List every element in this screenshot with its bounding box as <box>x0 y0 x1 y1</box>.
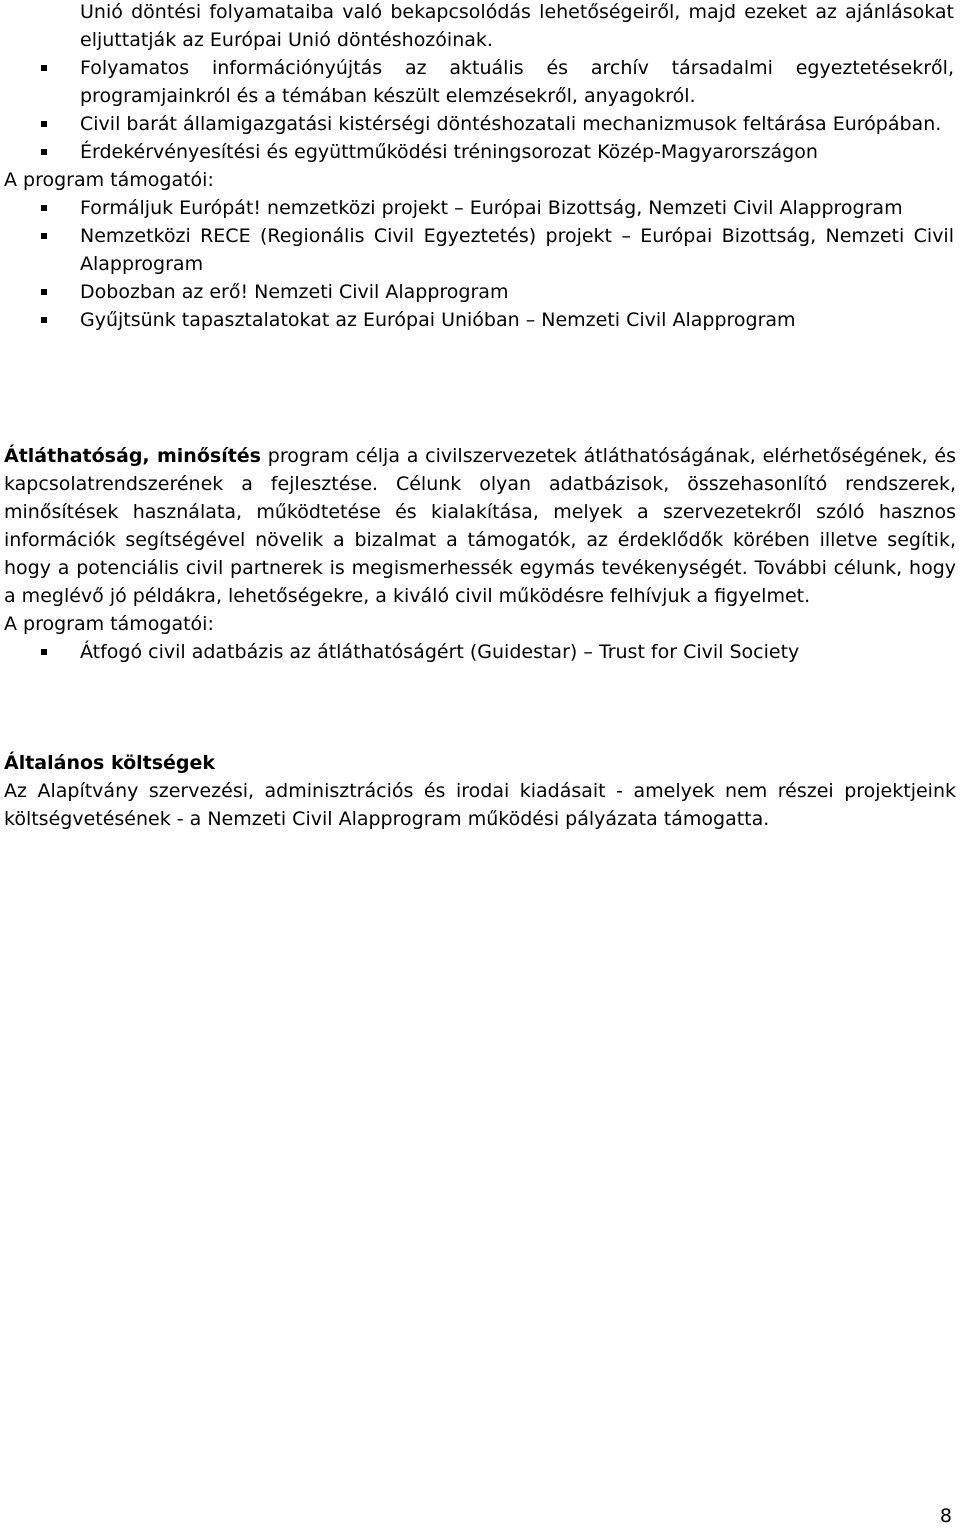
list-item <box>4 138 956 166</box>
section-heading: Általános költségek <box>4 752 216 774</box>
transparency-section <box>4 442 956 666</box>
square-bullet-icon <box>41 289 47 295</box>
list-item-text: Átfogó civil adatbázis az átláthatóságért (Guidestar) – Trust for Civil Society <box>80 641 800 663</box>
list-item-text: Érdekérvényesítési és együttműködési tréningsorozat Közép-Magyarországon <box>80 141 818 163</box>
list-item-text: Formáljuk Európát! nemzetközi projekt – Európai Bizottság, Nemzeti Civil Alapprogram <box>80 197 903 219</box>
supporters-list <box>4 638 956 666</box>
intro-list <box>4 0 956 166</box>
list-item <box>4 222 956 278</box>
square-bullet-icon <box>41 317 47 323</box>
square-bullet-icon <box>41 205 47 211</box>
intro-continuation: Unió döntési folyamataiba való bekapcsolódás lehetőségeiről, majd ezeket az ajánlásokat eljuttatják az Európai Unió döntéshozóinak. <box>80 1 954 51</box>
paragraph-text: program célja a civilszervezetek átláthatóságának, elérhetőségének, és kapcsolatrendszerének a fejlesztése. Célunk olyan adatbázisok, összehasonlító rendszerek, minősítések használata, működtetése és kialakítása, melyek a szervezetekről szóló hasznos információk segítségével növelik a bizalmat a támogatók, az érdeklődők körében illetve segítik, hogy a potenciális civil partnerek is megismerhessék egymás tevékenységét. További célunk, hogy a meglévő jó példákra, lehetőségekre, a kiváló civil működésre felhívjuk a figyelmet. <box>4 445 956 607</box>
list-item <box>4 306 956 334</box>
list-item <box>4 110 956 138</box>
square-bullet-icon <box>41 65 47 71</box>
supporters-label: A program támogatói: <box>4 169 214 191</box>
square-bullet-icon <box>41 121 47 127</box>
list-item-text: Gyűjtsünk tapasztalatokat az Európai Unióban – Nemzeti Civil Alapprogram <box>80 309 796 331</box>
list-item <box>4 638 956 666</box>
square-bullet-icon <box>41 649 47 655</box>
list-item-text: Nemzetközi RECE (Regionális Civil Egyeztetés) projekt – Európai Bizottság, Nemzeti Civil Alapprogram <box>80 225 954 275</box>
supporters-label: A program támogatói: <box>4 613 214 635</box>
list-item <box>4 278 956 306</box>
costs-section <box>4 749 956 833</box>
list-item-text: Dobozban az erő! Nemzeti Civil Alapprogram <box>80 281 509 303</box>
list-item <box>4 54 956 110</box>
list-item <box>4 194 956 222</box>
section-heading: Átláthatóság, minősítés <box>4 445 261 467</box>
list-item-text: Civil barát államigazgatási kistérségi döntéshozatali mechanizmusok feltárása Európában. <box>80 113 942 135</box>
supporters-list <box>4 194 956 334</box>
page-number: 8 <box>939 1505 952 1527</box>
intro-section <box>4 0 956 334</box>
list-item-text: Folyamatos információnyújtás az aktuális és archív társadalmi egyeztetésekről, programjainkról és a témában készült elemzésekről, anyagokról. <box>80 57 954 107</box>
transparency-paragraph <box>4 442 956 610</box>
square-bullet-icon <box>41 149 47 155</box>
list-item <box>4 0 956 54</box>
costs-paragraph: Az Alapítvány szervezési, adminisztrációs és irodai kiadásait - amelyek nem részei projektjeink költségvetésének - a Nemzeti Civil Alapprogram működési pályázata támogatta. <box>4 780 956 830</box>
square-bullet-icon <box>41 233 47 239</box>
